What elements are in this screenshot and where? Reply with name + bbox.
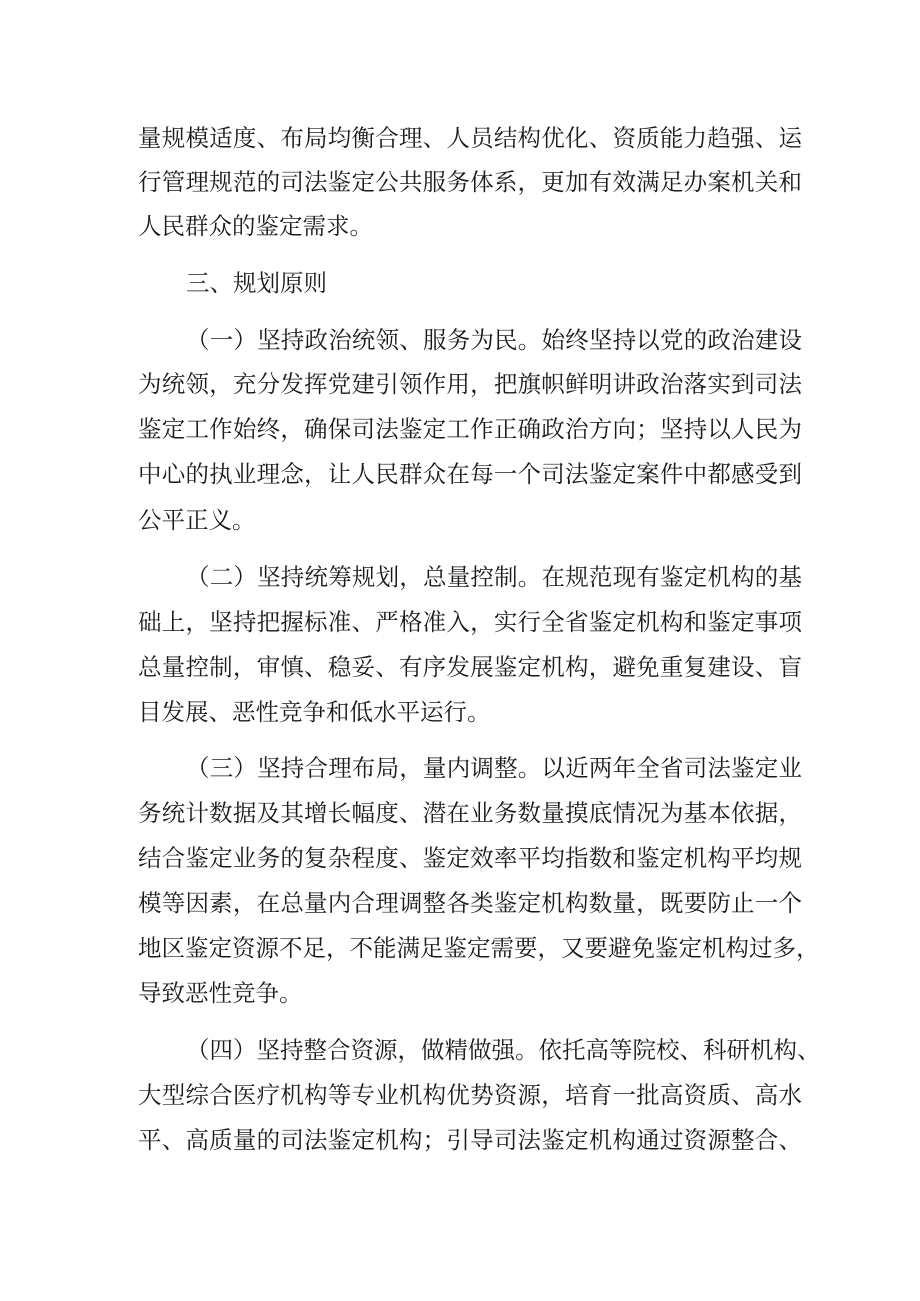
- section-heading: 三、规划原则: [186, 269, 327, 297]
- text-line: 目发展、恶性竞争和低水平运行。: [138, 698, 491, 726]
- text-line: 人民群众的鉴定需求。: [138, 212, 373, 240]
- text-line: （一）坚持政治统领、服务为民。始终坚持以党的政治建设: [186, 326, 802, 354]
- text-line: 量规模适度、布局均衡合理、人员结构优化、资质能力趋强、运: [138, 124, 802, 152]
- text-line: 鉴定工作始终，确保司法鉴定工作正确政治方向；坚持以人民为: [138, 415, 802, 443]
- text-line: 务统计数据及其增长幅度、潜在业务数量摸底情况为基本依据，: [138, 799, 802, 827]
- text-line: 公平正义。: [138, 506, 256, 534]
- text-line: 平、高质量的司法鉴定机构；引导司法鉴定机构通过资源整合、: [138, 1126, 802, 1154]
- text-line: 结合鉴定业务的复杂程度、鉴定效率平均指数和鉴定机构平均规: [138, 844, 802, 872]
- text-line: 模等因素，在总量内合理调整各类鉴定机构数量，既要防止一个: [138, 889, 802, 917]
- text-line: （四）坚持整合资源，做精做强。依托高等院校、科研机构、: [186, 1036, 821, 1064]
- text-line: 中心的执业理念，让人民群众在每一个司法鉴定案件中都感受到: [138, 460, 802, 488]
- text-line: （三）坚持合理布局，量内调整。以近两年全省司法鉴定业: [186, 754, 802, 782]
- text-line: 础上，坚持把握标准、严格准入，实行全省鉴定机构和鉴定事项: [138, 608, 802, 636]
- text-line: （二）坚持统筹规划，总量控制。在规范现有鉴定机构的基: [186, 563, 802, 591]
- text-line: 总量控制，审慎、稳妥、有序发展鉴定机构，避免重复建设、盲: [138, 653, 802, 681]
- text-line: 大型综合医疗机构等专业机构优势资源，培育一批高资质、高水: [138, 1081, 802, 1109]
- text-line: 行管理规范的司法鉴定公共服务体系，更加有效满足办案机关和: [138, 168, 802, 196]
- text-line: 地区鉴定资源不足，不能满足鉴定需要，又要避免鉴定机构过多，: [138, 934, 820, 962]
- text-line: 导致恶性竞争。: [138, 979, 303, 1007]
- text-line: 为统领，充分发挥党建引领作用，把旗帜鲜明讲政治落实到司法: [138, 370, 802, 398]
